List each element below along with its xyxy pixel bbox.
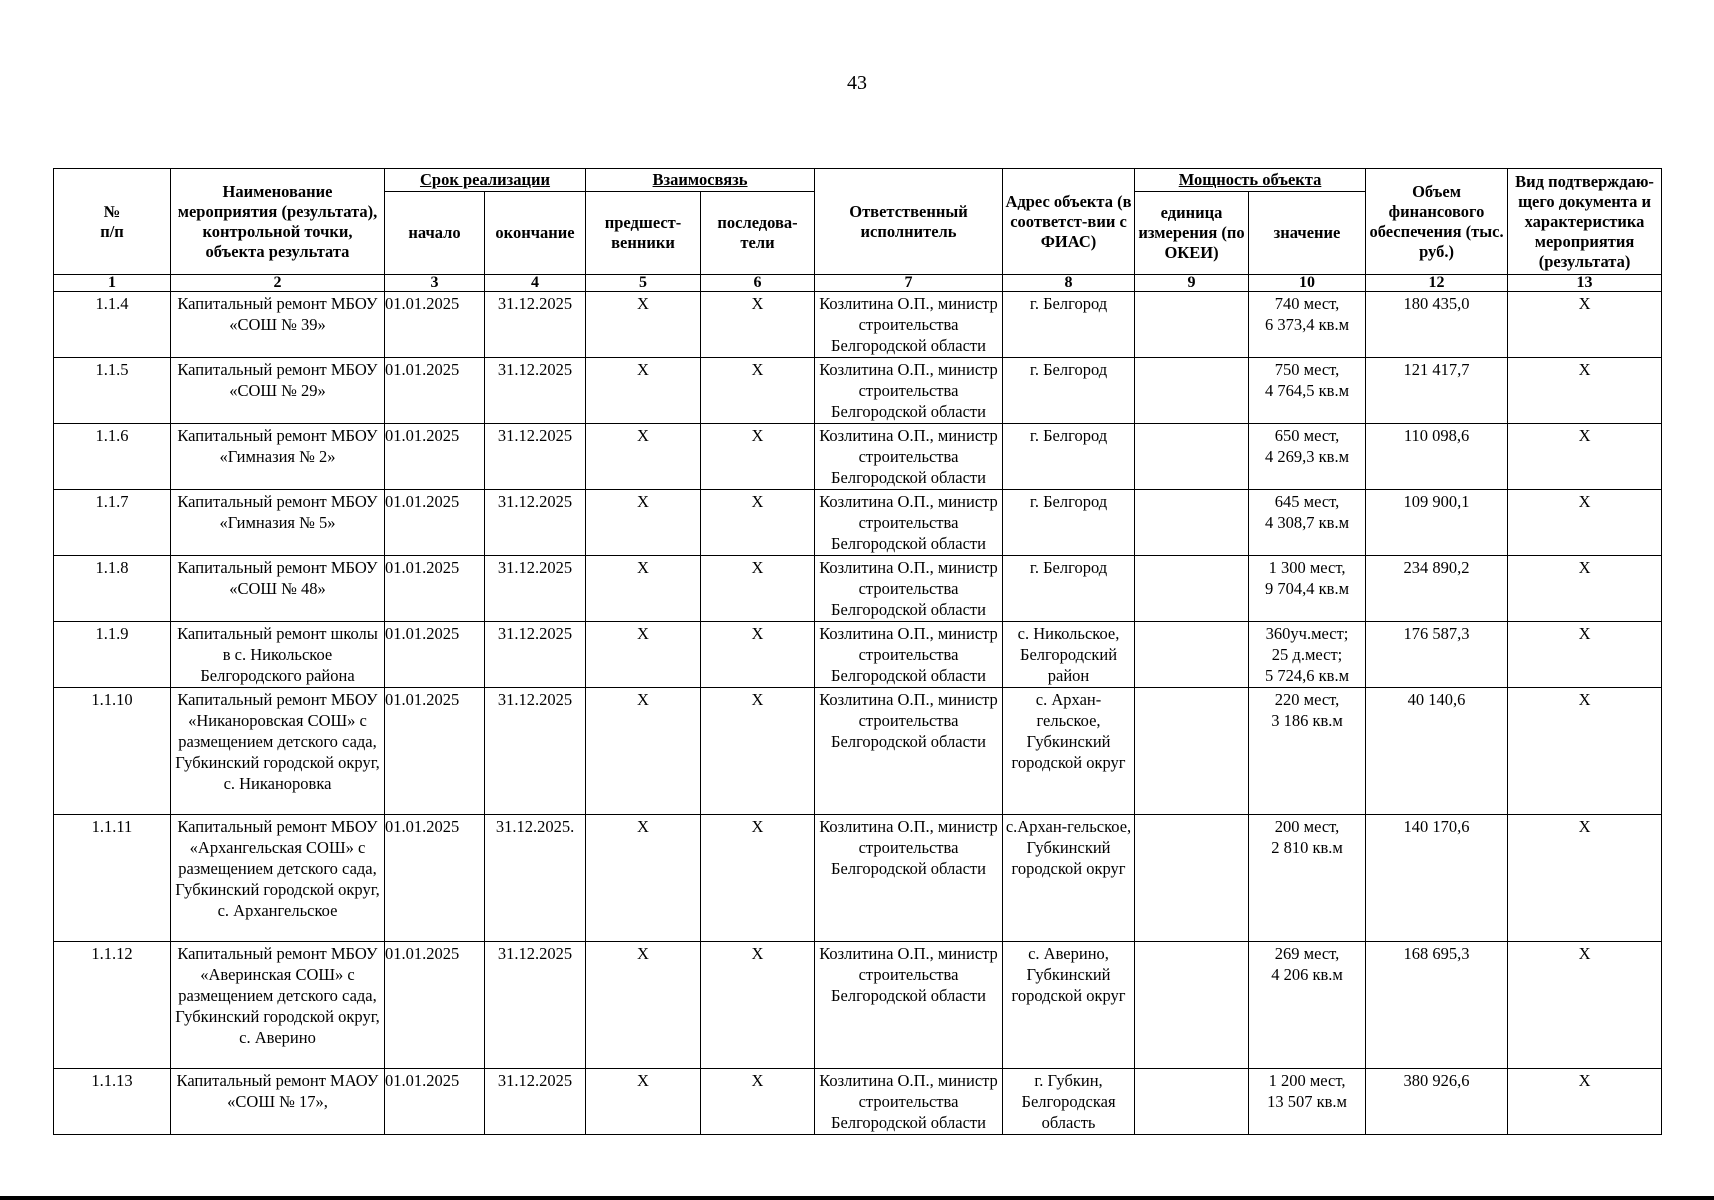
header-unit: единица измерения (по ОКЕИ) [1135,192,1249,275]
header-num: № п/п [54,169,171,275]
row-successors: X [701,292,815,358]
scan-edge [0,1196,1714,1200]
row-start: 01.01.2025 [385,358,485,424]
row-finance: 234 890,2 [1366,556,1508,622]
col-number: 4 [485,275,586,292]
row-predecessors: X [586,815,701,942]
row-value: 1 300 мест, 9 704,4 кв.м [1249,556,1366,622]
row-document: X [1508,490,1662,556]
row-number: 1.1.8 [54,556,171,622]
row-unit [1135,1069,1249,1135]
row-name: Капитальный ремонт МБОУ «СОШ № 48» [171,556,385,622]
row-executor: Козлитина О.П., министр строительства Белгородской области [815,490,1003,556]
row-predecessors: X [586,622,701,688]
row-executor: Козлитина О.П., министр строительства Белгородской области [815,688,1003,815]
row-successors: X [701,358,815,424]
row-value: 360уч.мест; 25 д.мест; 5 724,6 кв.м [1249,622,1366,688]
row-finance: 40 140,6 [1366,688,1508,815]
row-end: 31.12.2025 [485,688,586,815]
row-finance: 109 900,1 [1366,490,1508,556]
row-number: 1.1.6 [54,424,171,490]
row-end: 31.12.2025 [485,556,586,622]
row-end: 31.12.2025 [485,490,586,556]
row-executor: Козлитина О.П., министр строительства Белгородской области [815,556,1003,622]
header-link: Взаимосвязь [586,169,815,192]
row-document: X [1508,942,1662,1069]
col-number: 3 [385,275,485,292]
row-document: X [1508,1069,1662,1135]
header-start: начало [385,192,485,275]
row-finance: 380 926,6 [1366,1069,1508,1135]
col-number: 13 [1508,275,1662,292]
results-table [53,168,1662,1135]
row-number: 1.1.7 [54,490,171,556]
row-address: г. Губкин, Белгородская область [1003,1069,1135,1135]
row-end: 31.12.2025 [485,292,586,358]
row-document: X [1508,292,1662,358]
header-predecessors: предшест-венники [586,192,701,275]
row-unit [1135,490,1249,556]
row-name: Капитальный ремонт МБОУ «Гимназия № 5» [171,490,385,556]
row-number: 1.1.5 [54,358,171,424]
row-document: X [1508,688,1662,815]
row-value: 1 200 мест, 13 507 кв.м [1249,1069,1366,1135]
row-name: Капитальный ремонт МАОУ «СОШ № 17», [171,1069,385,1135]
row-start: 01.01.2025 [385,556,485,622]
row-predecessors: X [586,942,701,1069]
row-unit [1135,424,1249,490]
row-finance: 168 695,3 [1366,942,1508,1069]
row-name: Капитальный ремонт МБОУ «Никаноровская СОШ» с размещением детского сада, Губкинский городской округ, с. Никаноровка [171,688,385,815]
row-unit [1135,815,1249,942]
row-end: 31.12.2025 [485,358,586,424]
row-end: 31.12.2025. [485,815,586,942]
row-document: X [1508,622,1662,688]
table-row [54,556,1662,622]
row-executor: Козлитина О.П., министр строительства Белгородской области [815,358,1003,424]
row-start: 01.01.2025 [385,292,485,358]
row-address: г. Белгород [1003,424,1135,490]
row-successors: X [701,942,815,1069]
header-capacity: Мощность объекта [1135,169,1366,192]
col-number: 10 [1249,275,1366,292]
row-number: 1.1.9 [54,622,171,688]
row-address: г. Белгород [1003,358,1135,424]
row-value: 750 мест, 4 764,5 кв.м [1249,358,1366,424]
page-number: 43 [847,72,867,94]
row-value: 220 мест, 3 186 кв.м [1249,688,1366,815]
row-predecessors: X [586,1069,701,1135]
row-start: 01.01.2025 [385,1069,485,1135]
row-predecessors: X [586,688,701,815]
col-number: 7 [815,275,1003,292]
row-successors: X [701,556,815,622]
table-row [54,622,1662,688]
row-address: г. Белгород [1003,490,1135,556]
row-address: с.Архан-гельское, Губкинский городской округ [1003,815,1135,942]
table-row [54,424,1662,490]
row-name: Капитальный ремонт МБОУ «СОШ № 29» [171,358,385,424]
header-end: окончание [485,192,586,275]
column-number-row [54,275,1662,292]
header-name: Наименование мероприятия (результата), контрольной точки, объекта результата [171,169,385,275]
row-finance: 180 435,0 [1366,292,1508,358]
header-period: Срок реализации [385,169,586,192]
results-table-container [53,168,1661,1135]
row-name: Капитальный ремонт МБОУ «Гимназия № 2» [171,424,385,490]
row-executor: Козлитина О.П., министр строительства Белгородской области [815,424,1003,490]
row-document: X [1508,815,1662,942]
row-start: 01.01.2025 [385,424,485,490]
row-unit [1135,292,1249,358]
row-successors: X [701,815,815,942]
header-value: значение [1249,192,1366,275]
row-value: 200 мест, 2 810 кв.м [1249,815,1366,942]
row-document: X [1508,556,1662,622]
table-row [54,1069,1662,1135]
row-start: 01.01.2025 [385,490,485,556]
row-start: 01.01.2025 [385,815,485,942]
table-row [54,358,1662,424]
row-name: Капитальный ремонт школы в с. Никольское Белгородского района [171,622,385,688]
row-predecessors: X [586,292,701,358]
row-address: с. Аверино, Губкинский городской округ [1003,942,1135,1069]
row-start: 01.01.2025 [385,942,485,1069]
table-row [54,490,1662,556]
col-number: 9 [1135,275,1249,292]
row-predecessors: X [586,490,701,556]
row-address: с. Архан-гельское, Губкинский городской округ [1003,688,1135,815]
row-finance: 110 098,6 [1366,424,1508,490]
col-number: 5 [586,275,701,292]
table-row [54,292,1662,358]
col-number: 6 [701,275,815,292]
row-executor: Козлитина О.П., министр строительства Белгородской области [815,942,1003,1069]
row-start: 01.01.2025 [385,688,485,815]
row-address: г. Белгород [1003,556,1135,622]
row-unit [1135,556,1249,622]
row-unit [1135,688,1249,815]
row-predecessors: X [586,358,701,424]
row-finance: 121 417,7 [1366,358,1508,424]
table-row [54,815,1662,942]
row-value: 645 мест, 4 308,7 кв.м [1249,490,1366,556]
row-end: 31.12.2025 [485,1069,586,1135]
row-number: 1.1.11 [54,815,171,942]
row-value: 269 мест, 4 206 кв.м [1249,942,1366,1069]
row-successors: X [701,688,815,815]
row-end: 31.12.2025 [485,942,586,1069]
row-name: Капитальный ремонт МБОУ «СОШ № 39» [171,292,385,358]
row-number: 1.1.4 [54,292,171,358]
header-successors: последова-тели [701,192,815,275]
col-number: 1 [54,275,171,292]
row-end: 31.12.2025 [485,424,586,490]
row-successors: X [701,1069,815,1135]
row-address: с. Никольское, Белгородский район [1003,622,1135,688]
table-row [54,688,1662,815]
table-row [54,942,1662,1069]
row-unit [1135,358,1249,424]
header-address: Адрес объекта (в соответст-вии с ФИАС) [1003,169,1135,275]
row-executor: Козлитина О.П., министр строительства Белгородской области [815,1069,1003,1135]
col-number: 2 [171,275,385,292]
row-executor: Козлитина О.П., министр строительства Белгородской области [815,292,1003,358]
row-finance: 176 587,3 [1366,622,1508,688]
row-predecessors: X [586,424,701,490]
row-unit [1135,622,1249,688]
row-executor: Козлитина О.П., министр строительства Белгородской области [815,815,1003,942]
header-executor: Ответственный исполнитель [815,169,1003,275]
row-name: Капитальный ремонт МБОУ «Аверинская СОШ» с размещением детского сада, Губкинский городской округ, с. Аверино [171,942,385,1069]
row-predecessors: X [586,556,701,622]
row-value: 740 мест, 6 373,4 кв.м [1249,292,1366,358]
header-document: Вид подтверждаю-щего документа и характеристика мероприятия (результата) [1508,169,1662,275]
row-address: г. Белгород [1003,292,1135,358]
row-document: X [1508,358,1662,424]
row-document: X [1508,424,1662,490]
row-number: 1.1.13 [54,1069,171,1135]
row-successors: X [701,424,815,490]
row-unit [1135,942,1249,1069]
row-successors: X [701,622,815,688]
row-number: 1.1.12 [54,942,171,1069]
row-executor: Козлитина О.П., министр строительства Белгородской области [815,622,1003,688]
row-name: Капитальный ремонт МБОУ «Архангельская СОШ» с размещением детского сада, Губкинский городской округ, с. Архангельское [171,815,385,942]
col-number: 12 [1366,275,1508,292]
row-value: 650 мест, 4 269,3 кв.м [1249,424,1366,490]
row-successors: X [701,490,815,556]
row-finance: 140 170,6 [1366,815,1508,942]
row-number: 1.1.10 [54,688,171,815]
row-start: 01.01.2025 [385,622,485,688]
header-finance: Объем финансового обеспечения (тыс. руб.) [1366,169,1508,275]
row-end: 31.12.2025 [485,622,586,688]
col-number: 8 [1003,275,1135,292]
